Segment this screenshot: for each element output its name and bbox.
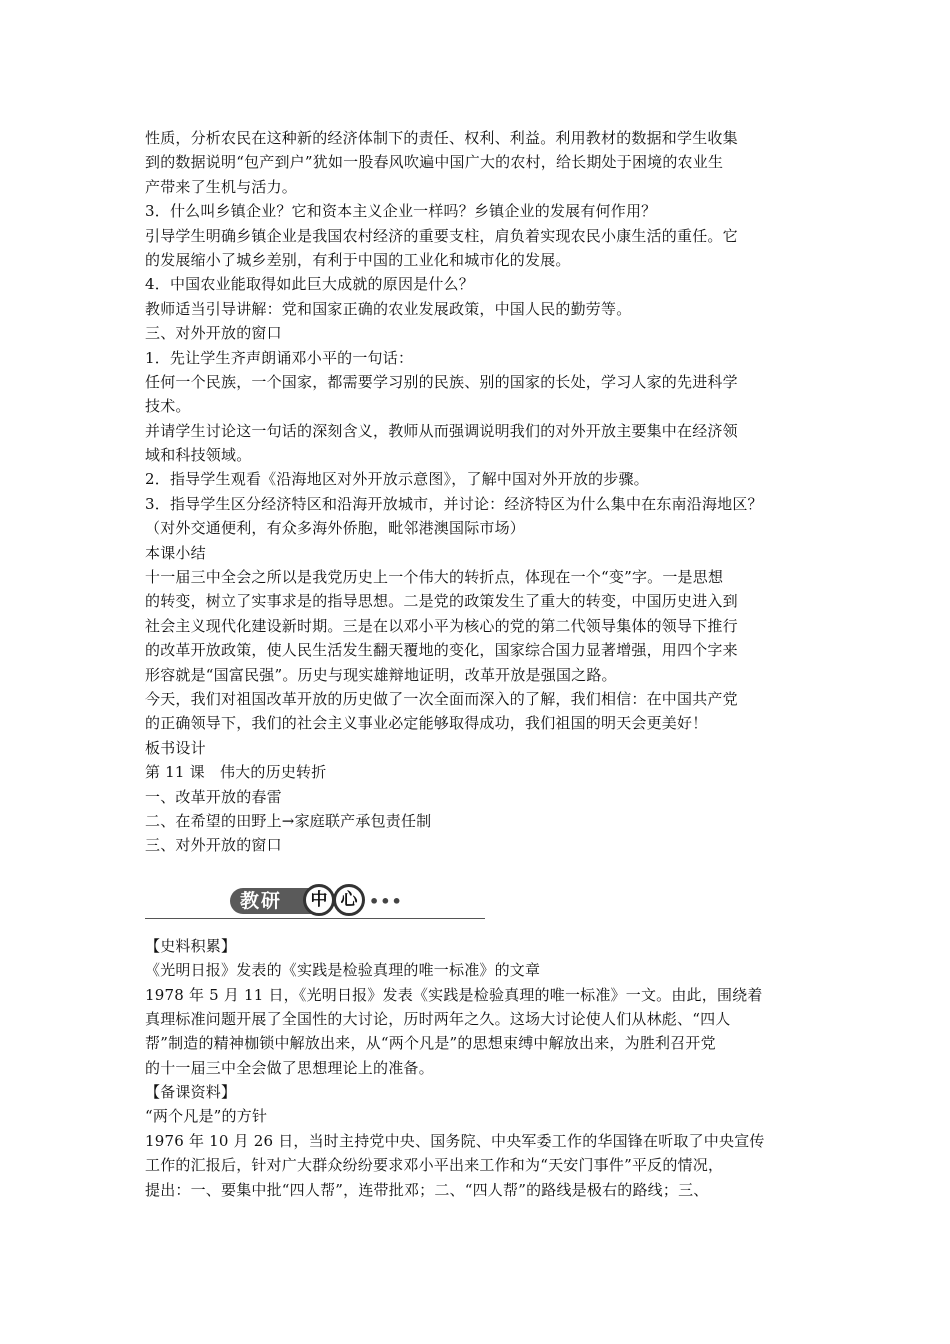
section-banner (145, 866, 835, 928)
text-line: “两个凡是”的方针 (145, 1107, 268, 1126)
text-line: 4．中国农业能取得如此巨大成就的原因是什么？ (145, 275, 474, 294)
document-page (145, 126, 835, 1202)
text-line: 一、改革开放的春雷 (145, 787, 282, 806)
text-line: 1976 年 10 月 26 日，当时主持党中央、国务院、中央军委工作的华国锋在听取了中央宣传 (145, 1131, 765, 1150)
text-line: 帮”制造的精神枷锁中解放出来，从“两个凡是”的思想束缚中解放出来，为胜利召开党 (145, 1034, 716, 1053)
text-line: 的十一届三中全会做了思想理论上的准备。 (145, 1058, 434, 1077)
banner-circle-1: 中 (303, 884, 335, 916)
text-line: （对外交通便利，有众多海外侨胞，毗邻港澳国际市场） (145, 519, 526, 538)
text-line: 板书设计 (145, 738, 206, 757)
text-line: 十一届三中全会之所以是我党历史上一个伟大的转折点，体现在一个“变”字。一是思想 (145, 568, 724, 587)
text-line: 本课小结 (145, 543, 206, 562)
reference-material-text (145, 934, 835, 1202)
text-line: 【史料积累】 (145, 936, 237, 955)
text-line: 的改革开放政策，使人民生活发生翻天覆地的变化，国家综合国力显著增强，用四个字来 (145, 641, 738, 660)
text-line: 1．先让学生齐声朗诵邓小平的一句话： (145, 348, 414, 367)
text-line: 到的数据说明“包产到户”犹如一股春风吹遍中国广大的农村，给长期处于困境的农业生 (145, 153, 724, 172)
text-line: 技术。 (145, 397, 191, 416)
text-line: 形容就是“国富民强”。历史与现实雄辩地证明，改革开放是强国之路。 (145, 665, 617, 684)
text-line: 社会主义现代化建设新时期。三是在以邓小平为核心的党的第二代领导集体的领导下推行 (145, 616, 738, 635)
text-line: 的正确领导下，我们的社会主义事业必定能够取得成功，我们祖国的明天会更美好！ (145, 714, 708, 733)
text-line: 域和科技领域。 (145, 446, 252, 465)
banner-divider (145, 918, 485, 919)
text-line: 教师适当引导讲解：党和国家正确的农业发展政策，中国人民的勤劳等。 (145, 299, 632, 318)
text-line: 性质，分析农民在这种新的经济体制下的责任、权利、利益。利用教材的数据和学生收集 (145, 129, 738, 147)
text-line: 今天，我们对祖国改革开放的历史做了一次全面而深入的了解，我们相信：在中国共产党 (145, 689, 738, 708)
banner-circle-2: 心 (333, 884, 365, 916)
lesson-plan-text (145, 126, 835, 858)
text-line: 引导学生明确乡镇企业是我国农村经济的重要支柱，肩负着实现农民小康生活的重任。它 (145, 226, 738, 245)
text-line: 三、对外开放的窗口 (145, 836, 282, 855)
text-line: 2．指导学生观看《沿海地区对外开放示意图》，了解中国对外开放的步骤。 (145, 470, 649, 489)
text-line: 的发展缩小了城乡差别，有利于中国的工业化和城市化的发展。 (145, 250, 571, 269)
text-line: 3．指导学生区分经济特区和沿海开放城市，并讨论：经济特区为什么集中在东南沿海地区？ (145, 494, 763, 513)
banner-label: 教研 (230, 888, 326, 914)
text-line: 并请学生讨论这一句话的深刻含义，教师从而强调说明我们的对外开放主要集中在经济领 (145, 421, 738, 440)
text-line: 产带来了生机与活力。 (145, 177, 298, 196)
text-line: 的转变，树立了实事求是的指导思想。二是党的政策发生了重大的转变，中国历史进入到 (145, 592, 738, 611)
text-line: 3．什么叫乡镇企业？它和资本主义企业一样吗？乡镇企业的发展有何作用？ (145, 202, 657, 221)
text-line: 《光明日报》发表的《实践是检验真理的唯一标准》的文章 (145, 961, 541, 980)
text-line: 工作的汇报后，针对广大群众纷纷要求邓小平出来工作和为“天安门事件”平反的情况， (145, 1156, 724, 1175)
text-line: 三、对外开放的窗口 (145, 324, 282, 343)
text-line: 第 11 课 伟大的历史转折 (145, 763, 327, 782)
text-line: 真理标准问题开展了全国性的大讨论，历时两年之久。这场大讨论使人们从林彪、“四人 (145, 1009, 731, 1028)
text-line: 任何一个民族，一个国家，都需要学习别的民族、别的国家的长处，学习人家的先进科学 (145, 372, 738, 391)
text-line: 二、在希望的田野上→家庭联产承包责任制 (145, 811, 432, 830)
text-line: 提出：一、要集中批“四人帮”，连带批邓；二、“四人帮”的路线是极右的路线；三、 (145, 1180, 709, 1199)
text-line: 【备课资料】 (145, 1083, 237, 1102)
text-line: 1978 年 5 月 11 日，《光明日报》发表《实践是检验真理的唯一标准》一文。由此，围绕着 (145, 985, 763, 1004)
banner-dots: ••• (369, 891, 403, 911)
